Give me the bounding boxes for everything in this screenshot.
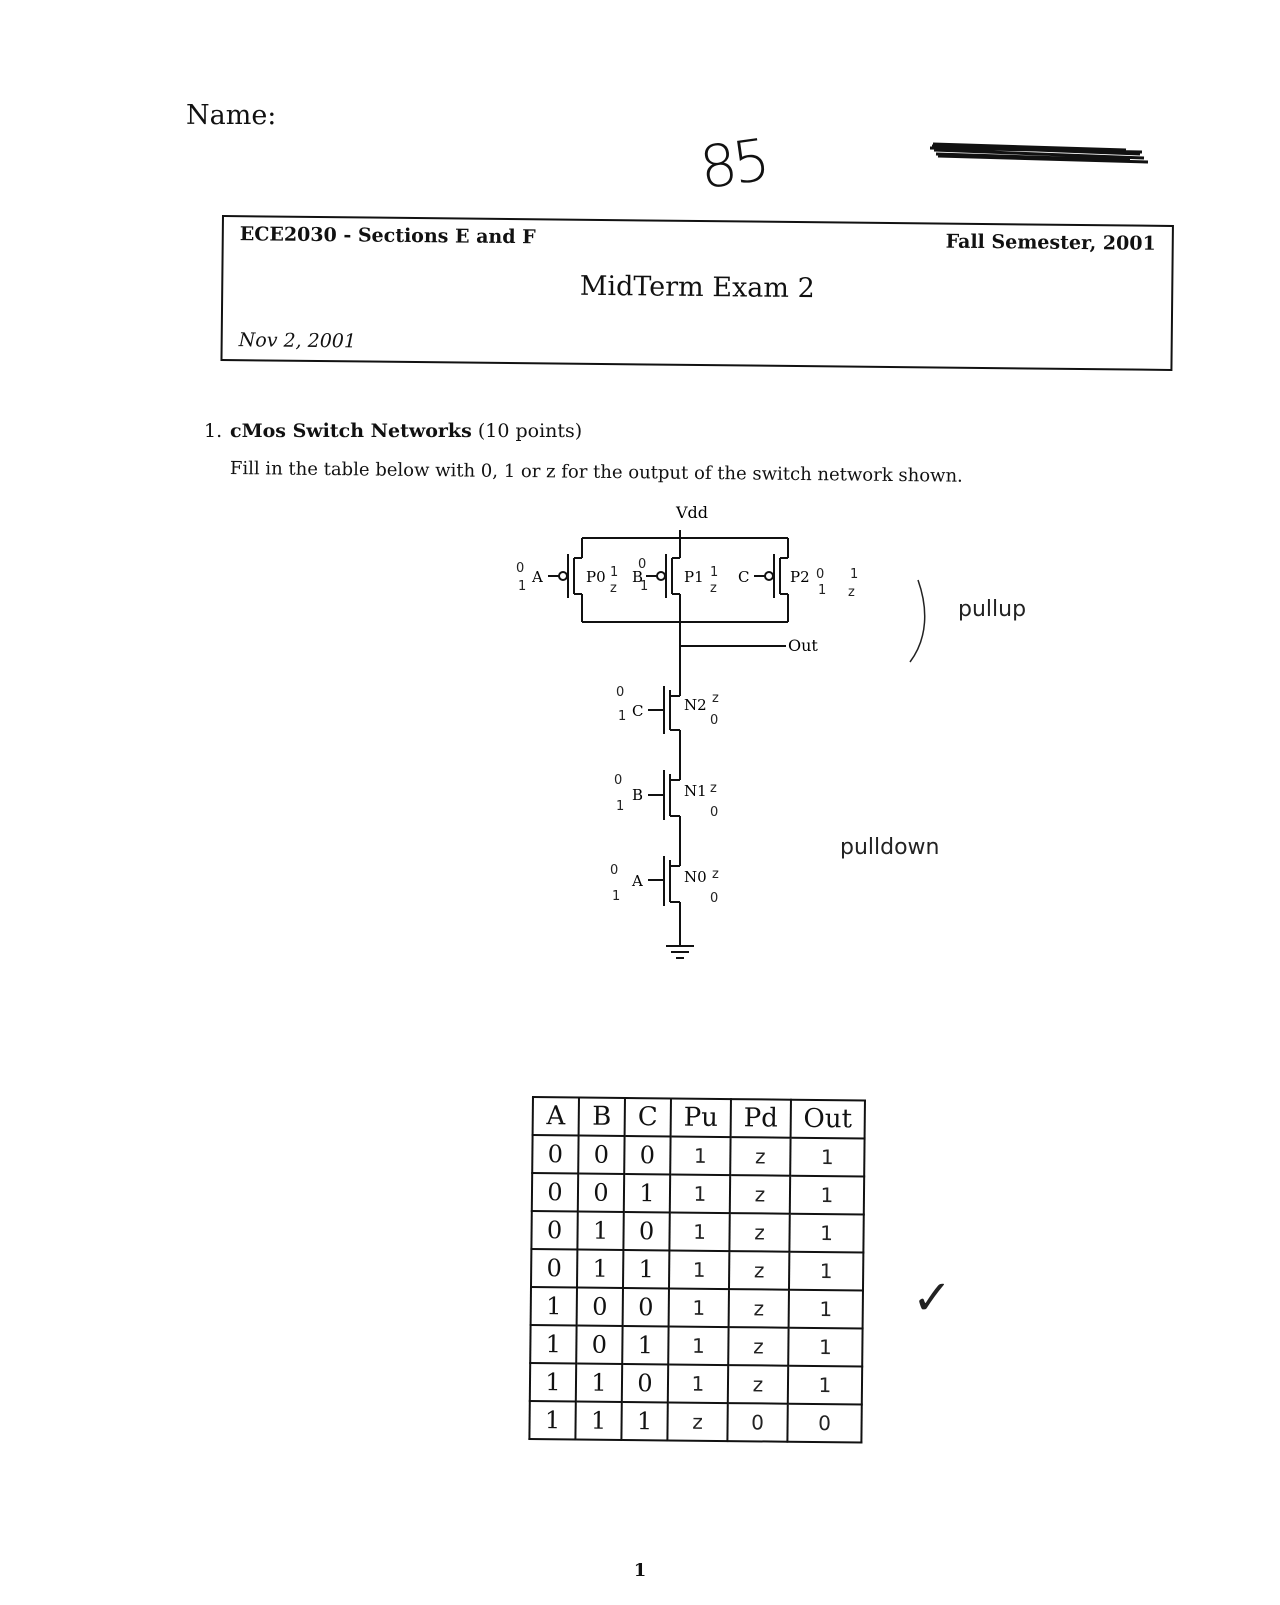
n2-label: N2: [684, 696, 707, 714]
table-cell-pd[interactable]: z: [729, 1213, 789, 1252]
p0-label: P0: [586, 568, 606, 586]
hw-nb-1: 1: [616, 799, 625, 814]
table-row: [531, 1211, 863, 1252]
p2-gate-label: C: [738, 568, 750, 586]
n1-label: N1: [684, 782, 707, 800]
exam-title: MidTerm Exam 2: [579, 270, 815, 305]
switch-network-diagram: [470, 498, 1090, 998]
pullup-bracket: [910, 580, 925, 662]
truth-table-header: [533, 1097, 865, 1138]
table-cell-out[interactable]: 1: [789, 1252, 863, 1291]
n2-gate-label: C: [632, 702, 644, 720]
table-cell-out[interactable]: 1: [789, 1214, 863, 1253]
table-cell-c: 1: [621, 1402, 667, 1440]
table-row: [530, 1325, 862, 1366]
question-title-text: cMos Switch Networks: [230, 420, 472, 442]
col-pd: Pd: [731, 1099, 791, 1138]
table-cell-a: 0: [531, 1249, 577, 1287]
table-cell-a: 1: [529, 1401, 575, 1439]
table-cell-pd[interactable]: z: [729, 1251, 789, 1290]
truth-table: [528, 1096, 866, 1443]
hw-a-1: 1: [518, 579, 527, 594]
question-points: (10 points): [477, 420, 583, 442]
table-cell-pu[interactable]: 1: [669, 1212, 729, 1251]
hw-p1-1: 1: [710, 565, 719, 580]
hw-n0-z: z: [712, 867, 719, 882]
hw-n1-0: 0: [710, 805, 719, 820]
page-number: 1: [633, 1560, 647, 1581]
hw-nc-0: 0: [616, 685, 625, 700]
handwritten-score: 85: [695, 125, 771, 203]
question-instruction: Fill in the table below with 0, 1 or z for the output of the switch network shown.: [229, 458, 963, 487]
table-cell-c: 1: [623, 1250, 669, 1288]
table-cell-out[interactable]: 1: [789, 1290, 863, 1329]
table-cell-c: 1: [624, 1174, 670, 1212]
table-cell-a: 0: [531, 1211, 577, 1249]
col-b: B: [579, 1097, 625, 1135]
hw-n2-0: 0: [710, 713, 719, 728]
hw-p2-z: z: [848, 585, 855, 600]
table-cell-pu[interactable]: 1: [668, 1326, 728, 1365]
table-cell-pd[interactable]: 0: [727, 1403, 787, 1442]
hw-p0-z: z: [610, 581, 617, 596]
question-title: [230, 420, 582, 442]
col-c: C: [625, 1098, 671, 1136]
table-cell-c: 0: [624, 1136, 670, 1174]
table-cell-pd[interactable]: z: [728, 1327, 788, 1366]
table-cell-c: 1: [622, 1326, 668, 1364]
question-number: 1.: [204, 420, 223, 442]
table-cell-out[interactable]: 1: [790, 1138, 864, 1177]
table-cell-c: 0: [623, 1212, 669, 1250]
table-cell-b: 1: [577, 1211, 623, 1249]
nmos-transistors: [648, 686, 694, 958]
table-cell-pu[interactable]: 1: [669, 1288, 729, 1327]
n0-gate-label: A: [632, 872, 643, 890]
table-cell-a: 0: [532, 1173, 578, 1211]
table-cell-pd[interactable]: z: [729, 1289, 789, 1328]
p1-gate-label: B: [632, 568, 644, 586]
col-a: A: [533, 1097, 579, 1135]
table-row: [532, 1173, 864, 1214]
table-row: [531, 1287, 863, 1328]
table-cell-pu[interactable]: 1: [669, 1250, 729, 1289]
hw-p1-z: z: [710, 581, 717, 596]
hw-n2-z: z: [712, 691, 719, 706]
table-cell-c: 0: [623, 1288, 669, 1326]
table-row: [529, 1401, 861, 1442]
hw-n0-0: 0: [710, 891, 719, 906]
table-cell-b: 1: [577, 1249, 623, 1287]
hw-c-0: 0: [816, 567, 825, 582]
hw-b-1: 1: [640, 579, 649, 594]
table-cell-b: 0: [578, 1173, 624, 1211]
col-pu: Pu: [671, 1098, 731, 1137]
out-label: Out: [788, 636, 818, 655]
table-cell-b: 1: [575, 1401, 621, 1439]
table-cell-c: 0: [622, 1364, 668, 1402]
checkmark: ✓: [912, 1270, 953, 1326]
table-cell-out[interactable]: 0: [787, 1404, 861, 1443]
pmos-transistors: [548, 554, 788, 598]
table-cell-pu[interactable]: 1: [670, 1136, 730, 1175]
n1-gate-label: B: [632, 786, 644, 804]
hw-n1-z: z: [710, 781, 717, 796]
table-cell-pd[interactable]: z: [730, 1137, 790, 1176]
table-cell-out[interactable]: 1: [790, 1176, 864, 1215]
vdd-label: Vdd: [676, 503, 709, 522]
course-title: ECE2030 - Sections E and F: [239, 223, 536, 249]
col-out: Out: [791, 1100, 865, 1139]
hw-nb-0: 0: [614, 773, 623, 788]
hw-na-0: 0: [610, 863, 619, 878]
semester: Fall Semester, 2001: [945, 230, 1156, 255]
truth-table-body: [529, 1135, 864, 1442]
table-cell-pd[interactable]: z: [730, 1175, 790, 1214]
hw-p2-1: 1: [850, 567, 859, 582]
pullup-note: pullup: [958, 597, 1027, 622]
table-cell-b: 1: [576, 1363, 622, 1401]
table-row: [532, 1135, 864, 1176]
table-cell-a: 1: [530, 1363, 576, 1401]
table-cell-a: 0: [532, 1135, 578, 1173]
table-cell-out[interactable]: 1: [788, 1366, 862, 1405]
exam-header-box: [220, 215, 1173, 371]
table-row: [531, 1249, 863, 1290]
table-cell-pu[interactable]: 1: [668, 1364, 728, 1403]
table-cell-out[interactable]: 1: [788, 1328, 862, 1367]
hw-c-1: 1: [818, 583, 827, 598]
hw-b-0: 0: [638, 557, 647, 572]
table-row: [530, 1363, 862, 1404]
exam-date: Nov 2, 2001: [238, 329, 357, 353]
table-cell-b: 0: [578, 1135, 624, 1173]
table-cell-pd[interactable]: z: [728, 1365, 788, 1404]
table-cell-b: 0: [576, 1325, 622, 1363]
pulldown-note: pulldown: [840, 835, 940, 860]
hw-na-1: 1: [612, 889, 621, 904]
table-cell-b: 0: [577, 1287, 623, 1325]
p1-label: P1: [684, 568, 704, 586]
table-cell-a: 1: [530, 1325, 576, 1363]
n0-label: N0: [684, 868, 707, 886]
table-cell-a: 1: [531, 1287, 577, 1325]
table-cell-pu[interactable]: z: [667, 1402, 727, 1441]
p2-label: P2: [790, 568, 810, 586]
hw-nc-1: 1: [618, 709, 627, 724]
hw-a-0: 0: [516, 561, 525, 576]
circuit-wires: [582, 530, 788, 696]
name-label: Name:: [186, 100, 277, 131]
redacted-name-scribble: [930, 138, 1150, 164]
p0-gate-label: A: [532, 568, 543, 586]
table-cell-pu[interactable]: 1: [670, 1174, 730, 1213]
hw-p0-1: 1: [610, 565, 619, 580]
